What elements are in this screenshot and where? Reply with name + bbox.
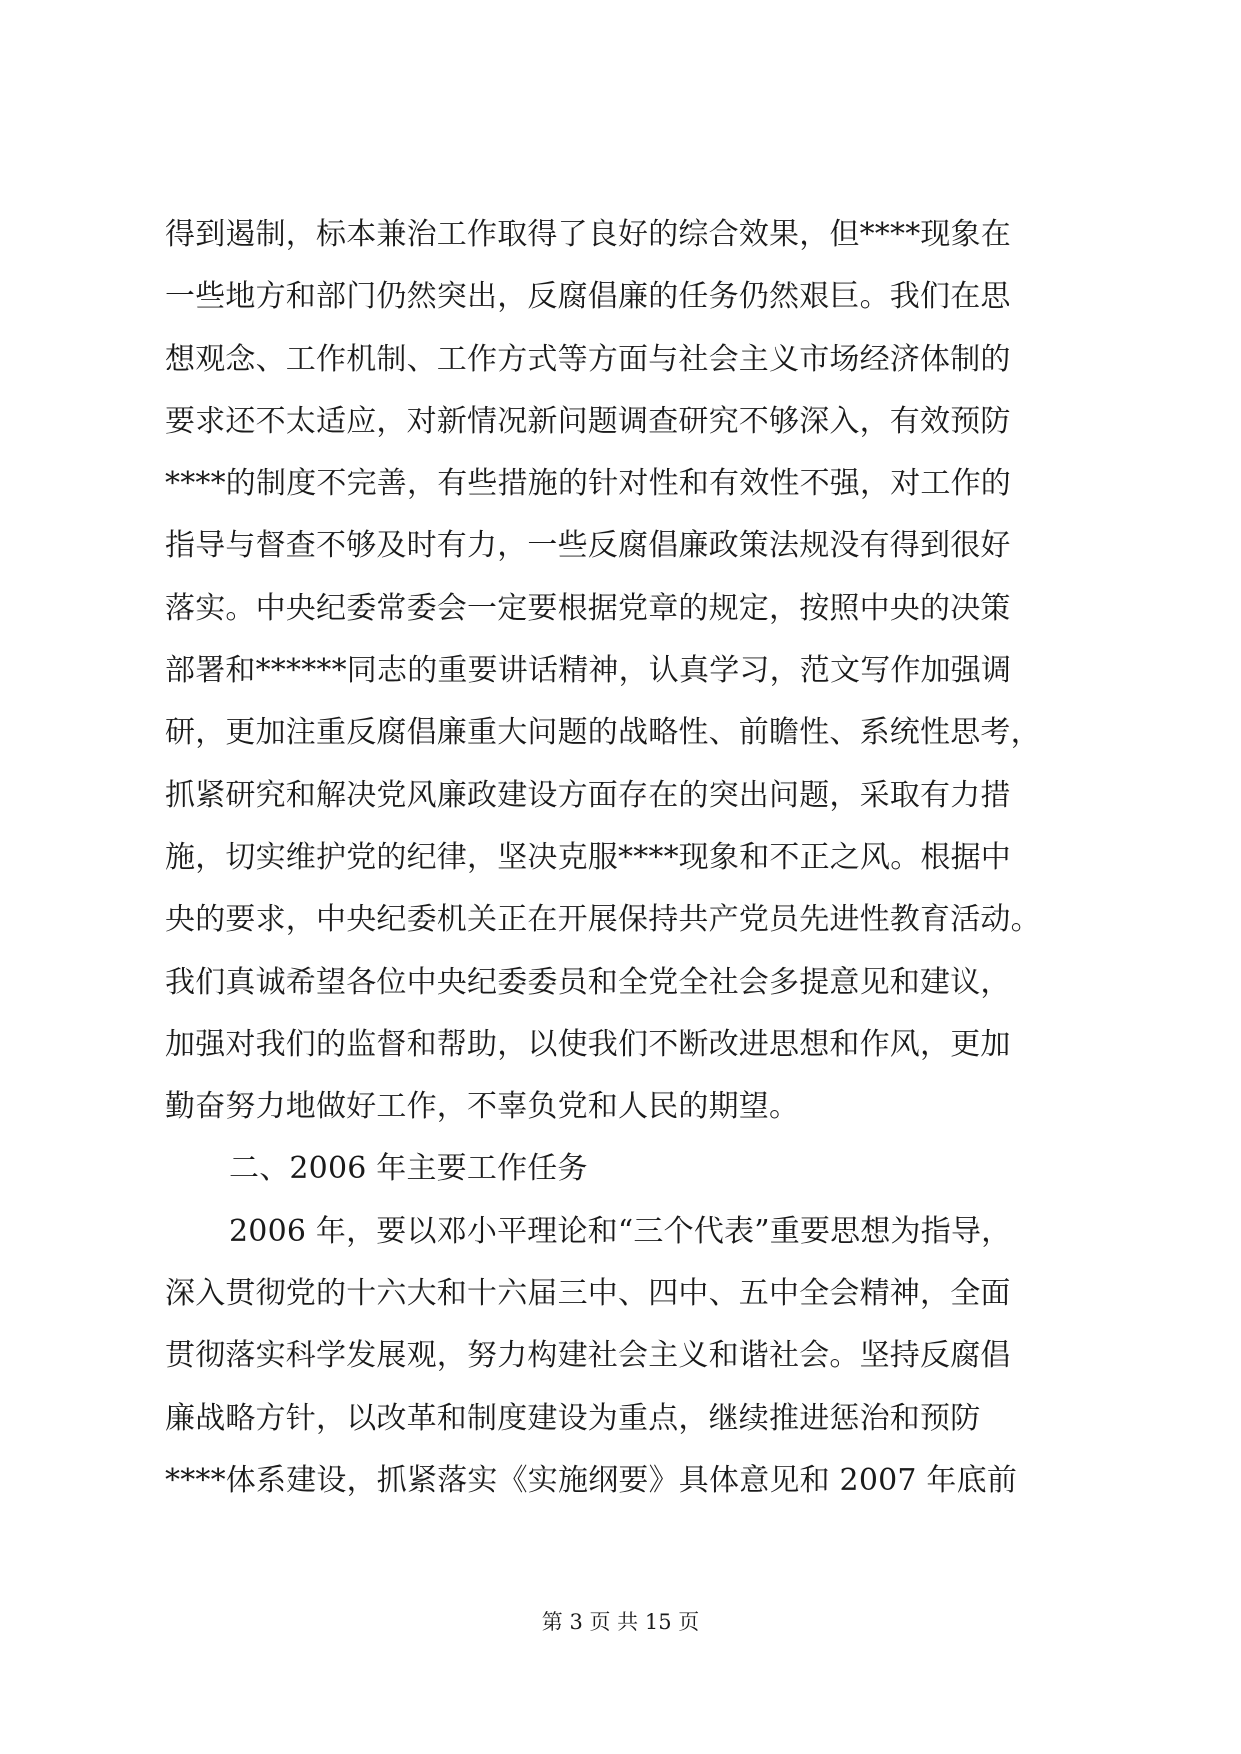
text-line-19: 贯彻落实科学发展观，努力构建社会主义和谐社会。坚持反腐倡 xyxy=(165,1338,1011,1374)
text-line-20: 廉战略方针，以改革和制度建设为重点，继续推进惩治和预防 xyxy=(165,1400,981,1436)
text-line-9: 研，更加注重反腐倡廉重大问题的战略性、前瞻性、系统性思考， xyxy=(165,715,1041,751)
section-heading: 二、2006 年主要工作任务 xyxy=(229,1151,588,1187)
page-number-footer: 第 3 页 共 15 页 xyxy=(541,1610,700,1634)
text-line-15: 勤奋努力地做好工作，不辜负党和人民的期望。 xyxy=(165,1089,800,1125)
text-line-3: 想观念、工作机制、工作方式等方面与社会主义市场经济体制的 xyxy=(165,341,1011,377)
text-line-17: 2006 年，要以邓小平理论和“三个代表”重要思想为指导， xyxy=(229,1213,1012,1249)
text-line-4: 要求还不太适应，对新情况新问题调查研究不够深入，有效预防 xyxy=(165,403,1011,439)
text-line-7: 落实。中央纪委常委会一定要根据党章的规定，按照中央的决策 xyxy=(165,590,1011,626)
text-line-11: 施，切实维护党的纪律，坚决克服****现象和不正之风。根据中 xyxy=(165,839,1011,875)
text-line-5: ****的制度不完善，有些措施的针对性和有效性不强，对工作的 xyxy=(165,466,1011,502)
text-line-18: 深入贯彻党的十六大和十六届三中、四中、五中全会精神，全面 xyxy=(165,1276,1011,1312)
text-line-6: 指导与督查不够及时有力，一些反腐倡廉政策法规没有得到很好 xyxy=(165,528,1011,564)
text-line-12: 央的要求，中央纪委机关正在开展保持共产党员先进性教育活动。 xyxy=(165,902,1041,938)
text-line-14: 加强对我们的监督和帮助，以使我们不断改进思想和作风，更加 xyxy=(165,1026,1011,1062)
text-line-21: ****体系建设，抓紧落实《实施纲要》具体意见和 2007 年底前 xyxy=(165,1462,1018,1498)
text-line-10: 抓紧研究和解决党风廉政建设方面存在的突出问题，采取有力措 xyxy=(165,777,1011,813)
text-line-2: 一些地方和部门仍然突出，反腐倡廉的任务仍然艰巨。我们在思 xyxy=(165,279,1011,315)
text-line-13: 我们真诚希望各位中央纪委委员和全党全社会多提意见和建议， xyxy=(165,964,1011,1000)
text-line-1: 得到遏制，标本兼治工作取得了良好的综合效果，但****现象在 xyxy=(165,217,1011,252)
text-line-8: 部署和******同志的重要讲话精神，认真学习，范文写作加强调 xyxy=(165,653,1012,689)
document-body xyxy=(165,204,1085,1512)
